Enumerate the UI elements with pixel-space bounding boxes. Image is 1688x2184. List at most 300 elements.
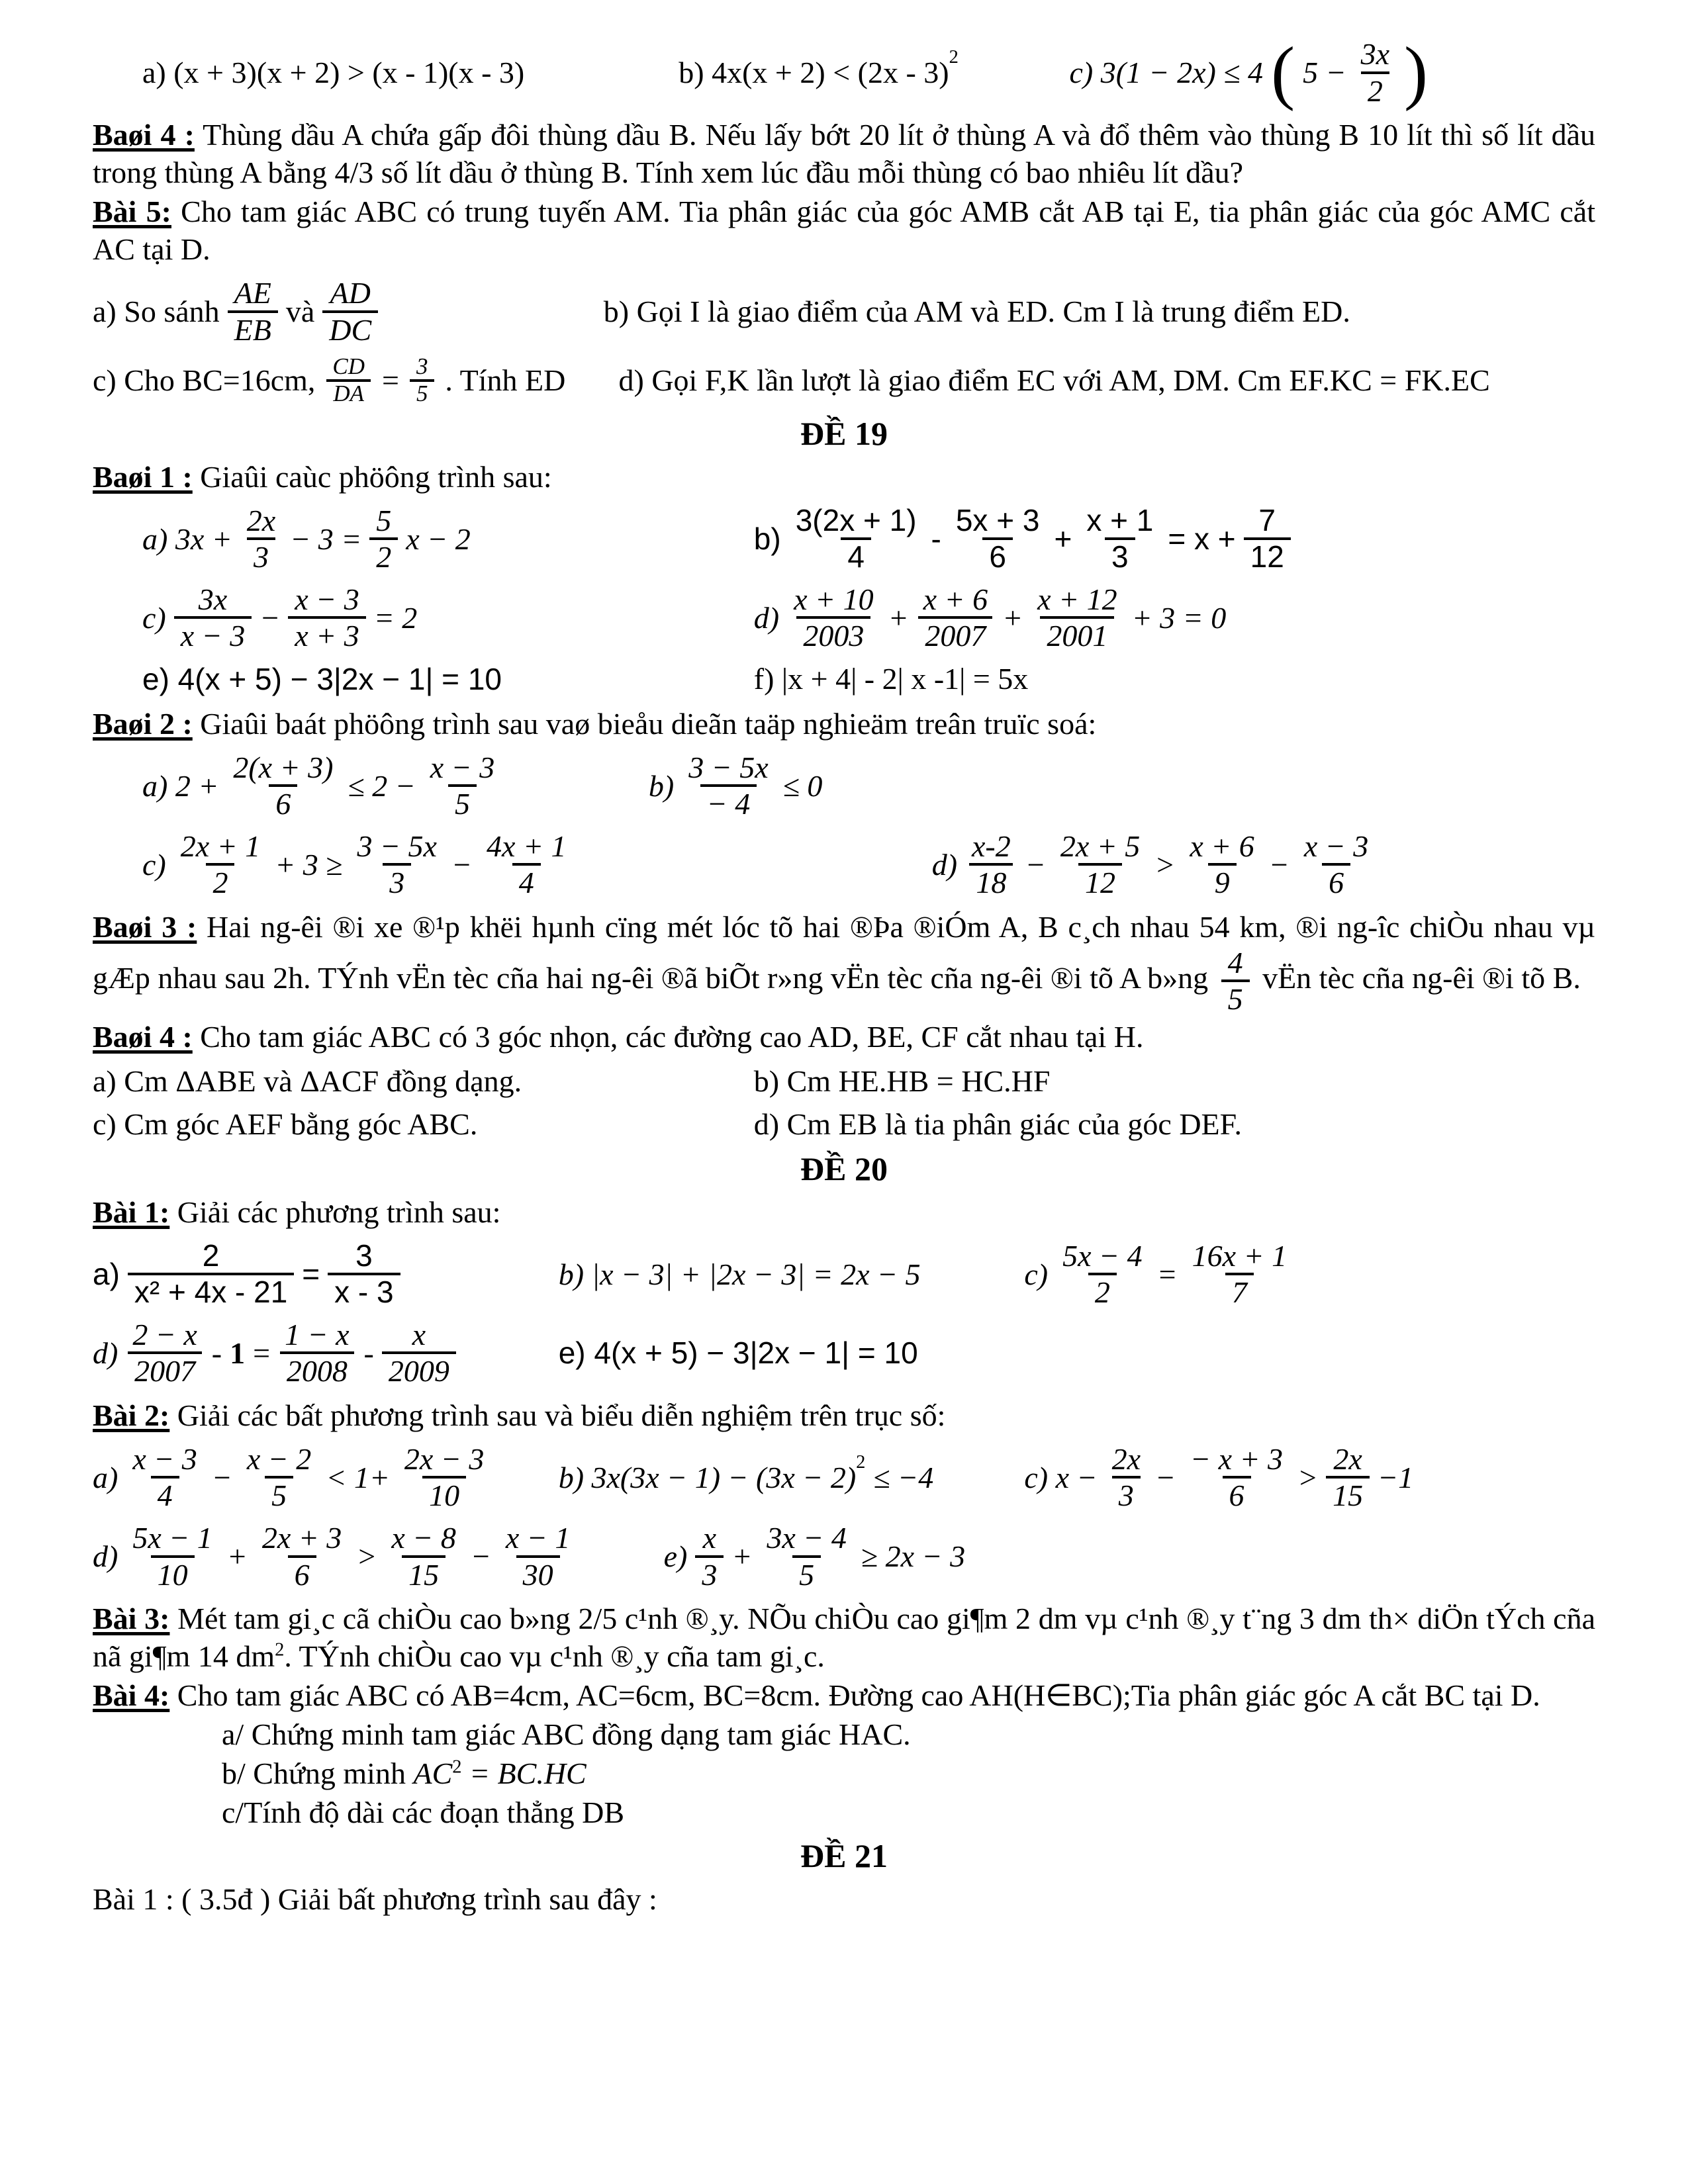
text-segment: Giải các bất phương trình sau và biểu diễn nghiệm trên trục số: [169, 1398, 946, 1432]
text-segment: b) 4x(x + 2) < (2x - 3) [679, 56, 949, 90]
fraction-denominator: 10 [151, 1555, 195, 1592]
fraction [174, 582, 252, 653]
de20-bai3 [93, 1600, 1595, 1675]
fraction-denominator: 2003 [796, 616, 870, 653]
fraction-denominator: 2001 [1040, 616, 1114, 653]
equation-col [93, 829, 859, 900]
fraction [1186, 1239, 1293, 1310]
equation-col [93, 582, 754, 653]
equation-col [1024, 1442, 1595, 1513]
equation-col [93, 276, 604, 347]
fraction [398, 1442, 491, 1513]
math-segment: c) x − [1024, 1460, 1098, 1494]
equation-col [649, 751, 1595, 821]
fraction [760, 1521, 853, 1592]
bold-segment: 1 [230, 1336, 246, 1370]
fraction-numerator: 3 − 5x [688, 750, 769, 784]
fraction-denominator: DA [326, 379, 371, 406]
sans-segment: e) 4(x + 5) − 3|2x − 1| = 10 [142, 661, 502, 696]
equation-col [1024, 1239, 1595, 1310]
math-segment: a) 2 + [142, 768, 219, 803]
fraction [326, 355, 371, 406]
text-segment: vËn tèc cña ng-êi ®i tõ B. [1254, 960, 1581, 995]
equation-col [93, 355, 619, 406]
de20-heading [93, 1150, 1595, 1188]
fraction [369, 504, 398, 574]
fraction [322, 276, 378, 347]
math-segment: + 3 ≥ [275, 847, 343, 882]
de20-bai1-row-abc [93, 1239, 1595, 1310]
bai4-thung-dau [93, 116, 1595, 191]
text-segment: . TÝnh chiÒu cao vµ c¹nh ®¸y cña tam gi¸c. [284, 1639, 825, 1674]
equation-col: b) 4x(x + 2) < (2x - 3) 2 [679, 47, 959, 90]
equation-col [93, 1239, 559, 1310]
equation-col [859, 829, 1595, 900]
math-segment: + [888, 600, 909, 635]
de19-bai3 [93, 908, 1595, 1017]
fraction-denominator: x² + 4x - 21 [128, 1273, 294, 1310]
math-segment: b) |x − 3| + |2x − 3| = 2x − 5 [558, 1257, 921, 1291]
fraction-numerator: x + 6 [923, 582, 988, 616]
de20-bai4 [93, 1676, 1595, 1714]
fraction [278, 1318, 355, 1388]
fraction-numerator: x + 12 [1037, 582, 1117, 616]
fraction-numerator: x − 8 [391, 1521, 456, 1555]
fraction-denominator: 9 [1208, 863, 1237, 900]
de21-bai1-header [93, 1880, 1595, 1918]
fraction-denominator: 2 [1361, 71, 1389, 109]
fraction-denominator: 18 [969, 863, 1013, 900]
text-segment: b/ Chứng minh [222, 1756, 414, 1791]
equation-col [559, 1257, 1025, 1292]
fraction-numerator: x − 3 [295, 582, 359, 616]
fraction [1183, 829, 1260, 900]
sans-segment: - [931, 522, 941, 557]
equation-col: c) 3(1 − 2x) ≤ 4 ( 5 − $\frac{3x}{2}$ ) [1069, 32, 1429, 112]
fraction-numerator: x − 3 [1303, 829, 1369, 863]
fraction [480, 829, 573, 900]
fraction-numerator: x + 6 [1190, 829, 1254, 863]
text-segment: Giải các phương trình sau: [169, 1195, 501, 1229]
fraction-denominator: 5 [448, 784, 477, 821]
math-segment: c) [1024, 1257, 1049, 1291]
fraction-numerator: 2 − x [132, 1317, 197, 1351]
fraction-numerator: AE [234, 276, 271, 310]
fraction-numerator: 7 [1258, 502, 1276, 537]
fraction-denominator: 2008 [280, 1351, 354, 1388]
text-segment: Hai ng-êi ®i xe ®¹p khëi hµnh cïng mét lóc tõ hai ®Þa ®iÓm A, B c¸ch nhau 54 km, ®i ng-îc chiÒu nhau vµ gÆp nhau sau 2h. TÝnh vËn tèc cña hai ng-êi ®ã biÕt r»ng vËn tèc cña ng-êi ®i tõ A b»ng [93, 909, 1595, 995]
math-segment: ≤ 2 − [348, 768, 416, 803]
superscript: 2 [452, 1756, 462, 1778]
fraction [1221, 946, 1250, 1017]
text-segment: d) Gọi F,K lần lượt là giao điểm EC với AM, DM. Cm EF.KC = FK.EC [618, 363, 1490, 398]
fraction [126, 1442, 203, 1513]
fraction-numerator: 2x + 3 [261, 1521, 342, 1555]
equation-col [93, 1064, 754, 1099]
fraction [128, 1239, 294, 1310]
fraction-denominator: 30 [516, 1555, 560, 1592]
fraction-denominator: 3 [1105, 537, 1135, 574]
fraction-denominator: 6 [269, 784, 297, 821]
fraction [240, 1442, 318, 1513]
math-segment: − [1268, 847, 1289, 882]
fraction-numerator: x [412, 1317, 426, 1351]
fraction-denominator: 4 [841, 537, 871, 574]
fraction-denominator: x + 3 [288, 616, 365, 653]
fraction-denominator: 5 [410, 379, 434, 406]
equation-col [559, 1335, 1595, 1371]
math-segment: b) 3x(3x − 1) − (3x − 2) [558, 1460, 857, 1494]
de20-bai2-row-abc [93, 1442, 1595, 1513]
fraction-denominator: 2007 [128, 1351, 202, 1388]
de19-bai4-row-cd [93, 1107, 1595, 1142]
math-segment: ≤ −4 [873, 1460, 934, 1494]
text-segment: c/Tính độ dài các đoạn thẳng DB [222, 1796, 625, 1830]
text-segment: - [363, 1336, 374, 1370]
math-segment: + 3 = 0 [1131, 600, 1227, 635]
equation-col [93, 1442, 559, 1513]
exercise-label: Bài 3: [93, 1602, 170, 1636]
fraction-numerator: x-2 [972, 829, 1011, 863]
fraction [1054, 829, 1147, 900]
fraction-denominator: EB [228, 310, 278, 347]
math-segment: a) 3x + [142, 522, 232, 556]
text-segment: và [285, 295, 315, 329]
de19-bai4-header [93, 1018, 1595, 1056]
math-segment: c) [142, 847, 166, 882]
fraction [1184, 1442, 1289, 1513]
fraction [695, 1521, 724, 1592]
fraction [126, 1318, 203, 1388]
de20-bai1-header [93, 1193, 1595, 1231]
sans-segment: b) [753, 522, 781, 557]
fraction-numerator: x − 3 [430, 750, 495, 784]
fraction-denominator: 2009 [382, 1351, 456, 1388]
math-segment: − [259, 600, 281, 635]
fraction-denominator: 10 [422, 1476, 466, 1513]
text-segment: a/ Chứng minh tam giác ABC đồng dạng tam giác HAC. [222, 1717, 911, 1752]
exercise-label: Bài 2: [93, 1398, 170, 1432]
fraction [1354, 37, 1396, 108]
fraction-numerator: 2x − 3 [404, 1441, 485, 1476]
fraction-denominator: 3 [1112, 1476, 1141, 1513]
math-segment: d) [93, 1336, 118, 1370]
de19-bai2-row-ab [93, 751, 1595, 821]
fraction [965, 829, 1017, 900]
fraction-denominator: − 4 [700, 784, 757, 821]
text-segment: Thùng dầu A chứa gấp đôi thùng dầu B. Nếu lấy bớt 20 lít ở thùng A và đổ thêm vào thùng B 10 lít thì số lít dầu trong thùng A bằng 4/3 số lít dầu ở thùng B. Tính xem lúc đầu mỗi thùng có bao nhiêu lít dầu? [93, 118, 1595, 190]
fraction-numerator: 16x + 1 [1192, 1238, 1288, 1273]
fraction-numerator: 2(x + 3) [233, 750, 334, 784]
de20-bai4-c [222, 1794, 1595, 1831]
fraction-denominator: 5 [1221, 979, 1250, 1017]
text-segment: d) Cm EB là tia phân giác của góc DEF. [753, 1107, 1243, 1141]
equation-col: b) 3x(3x − 1) − (3x − 2) 2 ≤ −4 [558, 1451, 934, 1494]
de19-bai1-header [93, 458, 1595, 496]
fraction [1056, 1239, 1149, 1310]
exercise-label: Baøi 1 : [93, 459, 193, 494]
sans-segment: = [302, 1257, 320, 1292]
equation-col [754, 661, 1595, 696]
fraction-denominator: 7 [1225, 1273, 1254, 1310]
fraction-numerator: 2x + 5 [1060, 829, 1141, 863]
math-segment: d) [931, 847, 958, 882]
math-segment: c) [142, 600, 166, 635]
math-segment: d) [93, 1539, 118, 1574]
equation-col [93, 661, 754, 697]
fraction-numerator: x + 1 [1086, 502, 1154, 537]
de20-bai1-row-de [93, 1318, 1595, 1388]
equation-col [754, 1064, 1595, 1099]
fraction-denominator: x − 3 [174, 616, 252, 653]
text-segment: c) Cm góc AEF bằng góc ABC. [93, 1107, 478, 1141]
fraction-numerator: AD [330, 276, 371, 310]
fraction [256, 1521, 348, 1592]
fraction-numerator: 1 − x [285, 1317, 350, 1351]
math-segment: −1 [1378, 1460, 1414, 1494]
fraction [174, 829, 267, 900]
exercise-label: Bài 5: [93, 195, 171, 229]
math-segment: − [451, 847, 473, 882]
fraction-denominator: 2 [206, 863, 234, 900]
text-segment: c) Cho BC=16cm, [93, 363, 316, 398]
bold-segment: ĐỀ 20 [800, 1150, 888, 1187]
fraction-numerator: 3 − 5x [357, 829, 437, 863]
text-segment: b) Gọi I là giao điểm của AM và ED. Cm I là trung điểm ED. [603, 295, 1350, 329]
fraction-denominator: 4 [151, 1476, 179, 1513]
fraction [789, 504, 923, 574]
math-segment: AC [413, 1756, 453, 1791]
text-segment: = [381, 363, 399, 398]
equation-col [754, 582, 1595, 653]
math-segment: − [211, 1460, 232, 1494]
text-segment: Giaûi caùc phöông trình sau: [192, 459, 552, 494]
fraction [787, 582, 880, 653]
sans-segment: + [1054, 522, 1072, 557]
fraction [385, 1521, 462, 1592]
fraction-denominator: 6 [1322, 863, 1350, 900]
fraction [226, 751, 340, 821]
fraction-numerator: 2x [1333, 1441, 1362, 1476]
fraction-numerator: x − 3 [132, 1441, 197, 1476]
bold-segment: ĐỀ 19 [800, 414, 888, 452]
math-segment: ≥ 2x − 3 [861, 1539, 966, 1574]
fraction-numerator: 3 [355, 1238, 373, 1273]
text-segment: Mét tam gi¸c cã chiÒu cao b»ng 2/5 c¹nh ®¸y. NÕu chiÒu cao gi¶m 2 dm vµ c¹nh ®¸y t¨ng 3 dm th× diÖn tÝch cña nã gi¶m 14 dm [93, 1602, 1595, 1674]
de19-heading [93, 414, 1595, 453]
fraction-numerator: 5 [376, 503, 392, 537]
math-segment: − 3 = [290, 522, 362, 556]
math-segment: + [1002, 600, 1023, 635]
math-segment: < 1+ [326, 1460, 390, 1494]
math-segment: e) [663, 1539, 688, 1574]
fraction-numerator: 4 [1227, 945, 1243, 979]
math-segment: a) [93, 1460, 118, 1494]
fraction-denominator: 5 [792, 1555, 821, 1592]
fraction [328, 1239, 400, 1310]
fraction-denominator: 12 [1244, 537, 1291, 574]
text-segment: f) |x + 4| - 2| x -1| = 5x [753, 662, 1029, 696]
text-segment: a) So sánh [93, 295, 220, 329]
fraction-numerator: 3x − 4 [767, 1521, 847, 1555]
exercise-label: Bài 4: [93, 1678, 170, 1713]
equation-col [664, 1521, 1595, 1592]
text-segment: - [211, 1336, 222, 1370]
fraction [1080, 504, 1160, 574]
math-segment: b) [648, 768, 675, 803]
de19-bai1-row-ef [93, 661, 1595, 697]
equation-col [93, 504, 754, 574]
text-segment: Cho tam giác ABC có AB=4cm, AC=6cm, BC=8cm. Đường cao AH(H∈BC);Tia phân giác góc A cắt BC tại D. [169, 1678, 1540, 1713]
de20-bai4-b [222, 1754, 1595, 1792]
de19-bai2-row-cd [93, 829, 1595, 900]
bai5-row-ab [93, 276, 1595, 347]
math-segment: + [226, 1539, 248, 1574]
math-segment: ≤ 0 [782, 768, 823, 803]
math-segment: = 2 [373, 600, 418, 635]
fraction-denominator: 3 [383, 863, 411, 900]
math-segment: = [1156, 1257, 1178, 1291]
de21-heading [93, 1837, 1595, 1875]
sans-segment: e) 4(x + 5) − 3|2x − 1| = 10 [558, 1336, 918, 1371]
fraction [949, 504, 1047, 574]
fraction-denominator: 15 [1326, 1476, 1370, 1513]
text-segment: Cho tam giác ABC có 3 góc nhọn, các đường cao AD, BE, CF cắt nhau tại H. [192, 1019, 1144, 1054]
math-segment: + [731, 1539, 753, 1574]
equation-col [619, 363, 1596, 398]
fraction-denominator: x - 3 [328, 1273, 400, 1310]
fraction [917, 582, 994, 653]
text-segment: . Tính ED [445, 363, 566, 398]
fraction-numerator: 3 [416, 353, 428, 380]
fraction-denominator: 6 [288, 1555, 316, 1592]
fraction-numerator: x − 1 [505, 1521, 571, 1555]
fraction [424, 751, 501, 821]
math-segment: = BC.HC [461, 1756, 586, 1791]
fraction [1326, 1442, 1370, 1513]
text-segment: Cho tam giác ABC có trung tuyến AM. Tia phân giác của góc AMB cắt AB tại E, tia phân giác của góc AMC cắt AC tại D. [93, 195, 1596, 267]
equation-col [754, 504, 1595, 574]
exercise-label: Baøi 4 : [93, 118, 195, 152]
fraction-denominator: 3 [247, 537, 275, 574]
superscript: 2 [275, 1639, 285, 1661]
text-segment: a) (x + 3)(x + 2) > (x - 1)(x - 3) [142, 56, 525, 90]
fraction-denominator: DC [322, 310, 378, 347]
math-segment: d) [753, 600, 780, 635]
fraction-numerator: 4x + 1 [487, 829, 567, 863]
fraction-numerator: 5x + 3 [955, 502, 1040, 537]
equation-col [604, 294, 1595, 329]
de20-bai2-row-de [93, 1521, 1595, 1592]
fraction-denominator: 3 [695, 1555, 724, 1592]
fraction [351, 829, 444, 900]
bai5-row-cd [93, 355, 1595, 406]
de19-bai1-row-ab [93, 504, 1595, 574]
equation-col [754, 1107, 1595, 1142]
math-segment: − [1155, 1460, 1176, 1494]
de19-bai4-row-ab [93, 1064, 1595, 1099]
sans-segment: = x + [1168, 522, 1236, 557]
fraction-numerator: x + 10 [794, 582, 874, 616]
exercise-label: Baøi 3 : [93, 909, 197, 944]
exercise-label: Baøi 2 : [93, 706, 193, 741]
math-segment: > [356, 1539, 377, 1574]
bai5-tam-giac [93, 193, 1595, 268]
fraction [499, 1521, 577, 1592]
fraction-numerator: x [702, 1521, 717, 1555]
fraction-numerator: 2x + 1 [180, 829, 261, 863]
fraction-denominator: 2 [1088, 1273, 1117, 1310]
fraction-numerator: 3x [198, 582, 228, 616]
fraction [228, 276, 278, 347]
fraction [1031, 582, 1123, 653]
text-segment: = [253, 1336, 271, 1370]
fraction-numerator: 3(2x + 1) [795, 502, 917, 537]
math-segment: − [470, 1539, 491, 1574]
fraction [682, 751, 774, 821]
fraction-numerator: − x + 3 [1190, 1441, 1284, 1476]
fraction-denominator: 4 [512, 863, 541, 900]
math-segment: 5 − [1303, 56, 1346, 90]
sans-segment: a) [93, 1257, 120, 1292]
math-segment: − [1025, 847, 1046, 882]
de20-bai4-a [222, 1715, 1595, 1753]
text-segment: b) Cm HE.HB = HC.HF [753, 1064, 1051, 1098]
text-segment: Giaûi baát phöông trình sau vaø bieåu dieãn taäp nghieäm treân truïc soá: [192, 706, 1097, 741]
math-segment: > [1154, 847, 1176, 882]
fraction-denominator: 6 [982, 537, 1013, 574]
top-inequality-row [93, 32, 1595, 112]
fraction-denominator: 15 [402, 1555, 445, 1592]
math-segment: c) 3(1 − 2x) ≤ 4 [1069, 56, 1264, 90]
de19-bai1-row-cd [93, 582, 1595, 653]
fraction-denominator: 2007 [918, 616, 992, 653]
fraction-numerator: 3x [1360, 37, 1390, 71]
exercise-label: Baøi 4 : [93, 1019, 193, 1054]
fraction [240, 504, 282, 574]
fraction [1297, 829, 1375, 900]
text-segment: a) Cm ΔABE và ΔACF đồng dạng. [93, 1064, 522, 1098]
math-segment: x − 2 [406, 522, 471, 556]
fraction [1105, 1442, 1147, 1513]
equation-col [93, 1521, 664, 1592]
fraction-numerator: 5x − 4 [1062, 1238, 1143, 1273]
exercise-label: Bài 1: [93, 1195, 170, 1229]
fraction-denominator: 6 [1223, 1476, 1251, 1513]
fraction-denominator: 2 [369, 537, 398, 574]
fraction [382, 1318, 456, 1388]
text-segment: Bài 1 : ( 3.5đ ) Giải bất phương trình sau đây : [93, 1882, 657, 1917]
fraction [410, 355, 434, 406]
fraction-numerator: x − 2 [246, 1441, 312, 1476]
equation-col [93, 1318, 559, 1388]
fraction-denominator: 12 [1078, 863, 1122, 900]
fraction-numerator: 2x [1111, 1441, 1141, 1476]
fraction-denominator: 5 [265, 1476, 293, 1513]
fraction [288, 582, 365, 653]
equation-col [93, 751, 649, 821]
bold-segment: ĐỀ 21 [800, 1837, 888, 1875]
fraction [1244, 504, 1291, 574]
equation-col [93, 55, 679, 90]
fraction-numerator: 5x − 1 [132, 1521, 212, 1555]
de19-bai2-header [93, 705, 1595, 743]
fraction-numerator: CD [332, 353, 365, 380]
fraction [126, 1521, 218, 1592]
math-segment: > [1297, 1460, 1319, 1494]
fraction-numerator: 2x [246, 503, 276, 537]
de20-bai2-header [93, 1396, 1595, 1434]
